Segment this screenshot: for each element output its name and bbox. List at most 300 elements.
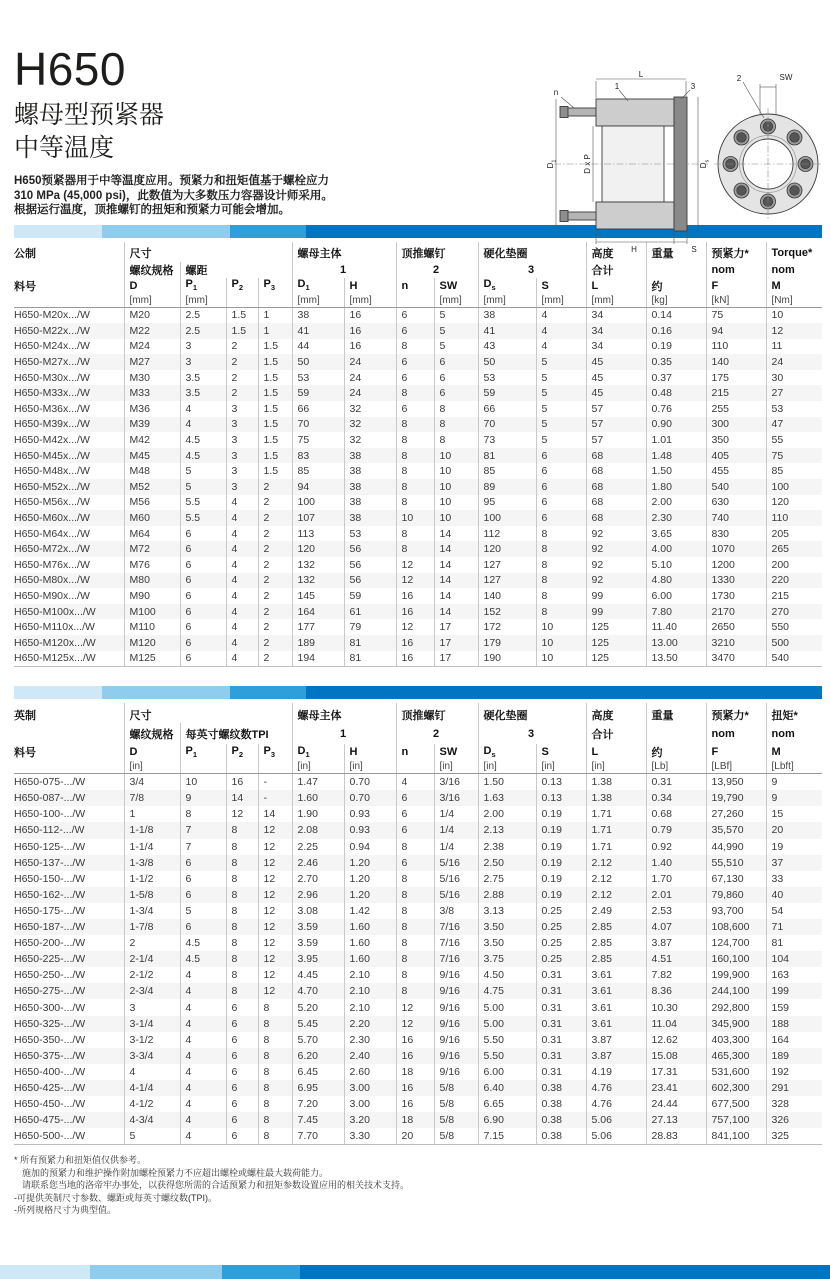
footnotes [14,1154,816,1217]
table-row [14,1096,822,1112]
table-row [14,307,822,323]
value-cell: 15 [766,806,822,822]
value-cell: 8 [396,339,434,355]
value-cell: 164 [292,604,344,620]
value-cell: 3.61 [586,967,646,983]
value-cell: 16 [396,588,434,604]
value-cell: 6 [396,855,434,871]
value-cell: 0.14 [646,307,706,323]
value-cell: 53 [766,401,822,417]
value-cell: 7 [180,822,226,838]
value-cell: 5 [124,1128,180,1145]
part-number-cell: H650-M42x.../W [14,434,90,447]
header-cell: [kN] [706,294,766,308]
value-cell: 4 [226,619,258,635]
callout-2: 2 [736,74,742,83]
value-cell: 41 [292,323,344,339]
value-cell: 14 [434,557,478,573]
value-cell: 10 [434,463,478,479]
value-cell: 0.25 [536,903,586,919]
value-cell: M33 [124,385,180,401]
value-cell: 1-7/8 [124,919,180,935]
table-row [14,1064,822,1080]
value-cell: 0.31 [536,1048,586,1064]
value-cell: 68 [586,463,646,479]
value-cell: 8 [536,526,586,542]
value-cell: 127 [478,573,536,589]
part-number-cell: H650-M76x.../W [14,558,90,571]
header-cell: $P_3$ [258,278,292,294]
value-cell: 4 [180,1048,226,1064]
value-cell: 2.50 [478,855,536,871]
table-row [14,432,822,448]
value-cell: 1.60 [344,951,396,967]
value-cell: 8 [258,1080,292,1096]
header-cell: 料号 [14,747,36,760]
value-cell: 5/8 [434,1128,478,1145]
header-cell: 扭矩* [766,703,822,723]
value-cell: 0.76 [646,401,706,417]
value-cell: 4 [180,417,226,433]
value-cell: 1.50 [646,463,706,479]
value-cell: 5 [536,354,586,370]
table-row [14,999,822,1015]
header-cell: $D_s$ [478,744,536,760]
value-cell: 6 [226,1128,258,1145]
value-cell: 3-1/2 [124,1032,180,1048]
value-cell: 40 [766,887,822,903]
value-cell: 8 [396,839,434,855]
value-cell: 6 [536,448,586,464]
value-cell: 2.96 [292,887,344,903]
value-cell: 1.70 [646,871,706,887]
value-cell: 12 [396,619,434,635]
value-cell: 8 [396,526,434,542]
header-cell: M [766,278,822,294]
value-cell: 2.53 [646,903,706,919]
value-cell: 1/4 [434,839,478,855]
part-number-cell: H650-300-.../W [14,1001,86,1014]
value-cell: 70 [478,417,536,433]
value-cell: 19,790 [706,790,766,806]
table-row [14,339,822,355]
header-cell: 顶推螺钉 [396,242,478,262]
value-cell: 9/16 [434,1032,478,1048]
value-cell: 757,100 [706,1112,766,1128]
table-row [14,541,822,557]
value-cell: 9/16 [434,999,478,1015]
value-cell: 13.50 [646,651,706,667]
value-cell: 132 [292,573,344,589]
value-cell: 20 [766,822,822,838]
table-row [14,951,822,967]
value-cell: 85 [292,463,344,479]
value-cell: 10.30 [646,999,706,1015]
value-cell: 53 [344,526,396,542]
value-cell: 12 [258,951,292,967]
value-cell: 0.79 [646,822,706,838]
value-cell: 8 [434,401,478,417]
value-cell: 15.08 [646,1048,706,1064]
value-cell: 0.31 [536,1032,586,1048]
header-cell: [in] [344,760,396,774]
value-cell: 3.61 [586,1016,646,1032]
value-cell: 5 [434,307,478,323]
header-cell: 尺寸 [124,703,292,723]
value-cell: 1.48 [646,448,706,464]
value-cell: 2.10 [344,983,396,999]
value-cell: 7.82 [646,967,706,983]
value-cell: 2.75 [478,871,536,887]
value-cell: 3.30 [344,1128,396,1145]
value-cell: 17.31 [646,1064,706,1080]
value-cell: 127 [478,557,536,573]
table-row [14,774,822,791]
header-cell [258,294,292,308]
table-row [14,1080,822,1096]
value-cell: 465,300 [706,1048,766,1064]
value-cell: 6 [180,887,226,903]
value-cell: 125 [586,619,646,635]
value-cell: 10 [180,774,226,791]
value-cell: 244,100 [706,983,766,999]
value-cell: 5.50 [478,1048,536,1064]
value-cell: 3.50 [478,935,536,951]
header-cell: $D_1$ [292,278,344,294]
value-cell: 8 [226,839,258,855]
value-cell: 125 [586,651,646,667]
dim-label-DxP: D x P [583,154,592,174]
dim-label-H: H [631,245,637,254]
value-cell: 5 [536,432,586,448]
value-cell: 2.10 [344,967,396,983]
value-cell: 12.62 [646,1032,706,1048]
value-cell: 93,700 [706,903,766,919]
value-cell: 0.90 [646,417,706,433]
jackbolt-shank-top [568,108,596,116]
value-cell: 38 [292,307,344,323]
table-row [14,1128,822,1145]
value-cell: 0.94 [344,839,396,855]
value-cell: 14 [258,806,292,822]
value-cell: 4 [180,1096,226,1112]
header-cell: nom [766,723,822,744]
value-cell: 3.65 [646,526,706,542]
value-cell: 6 [180,635,226,651]
value-cell: 2 [258,479,292,495]
value-cell: 44,990 [706,839,766,855]
value-cell: 8 [396,495,434,511]
value-cell: 2 [258,510,292,526]
value-cell: 1.5 [258,354,292,370]
value-cell: 1330 [706,573,766,589]
value-cell: 1.5 [258,417,292,433]
value-cell: 59 [292,385,344,401]
value-cell: M72 [124,541,180,557]
header-cell: H [344,744,396,760]
value-cell: 32 [344,401,396,417]
value-cell: 4 [180,1016,226,1032]
value-cell: M20 [124,307,180,323]
value-cell: 0.68 [646,806,706,822]
header-cell: [in] [434,760,478,774]
value-cell: 94 [706,323,766,339]
value-cell: 10 [536,635,586,651]
value-cell: 4 [180,967,226,983]
value-cell: 7 [180,839,226,855]
description-line: H650预紧器用于中等温度应用。预紧力和扭矩值基于螺栓应力 [14,175,329,187]
value-cell: 0.31 [536,983,586,999]
value-cell: 2650 [706,619,766,635]
header-cell: 预紧力* [706,242,766,262]
value-cell: 47 [766,417,822,433]
value-cell: 8 [536,557,586,573]
value-cell: 3.95 [292,951,344,967]
value-cell: 2-3/4 [124,983,180,999]
value-cell: 44 [292,339,344,355]
header-cell: n [396,278,434,294]
part-number-cell: H650-M90x.../W [14,589,90,602]
value-cell: 92 [586,557,646,573]
value-cell: 205 [766,526,822,542]
value-cell: 4.00 [646,541,706,557]
value-cell: 602,300 [706,1080,766,1096]
value-cell: 1.90 [292,806,344,822]
value-cell: 4.70 [292,983,344,999]
value-cell: 16 [396,604,434,620]
header-cell: S [536,744,586,760]
value-cell: 5 [536,401,586,417]
value-cell: 159 [766,999,822,1015]
header-cell: n [396,744,434,760]
value-cell: 68 [586,510,646,526]
value-cell: 0.19 [536,887,586,903]
value-cell: 0.25 [536,935,586,951]
header-cell: [mm] [180,294,226,308]
value-cell: 1.47 [292,774,344,791]
value-cell: 4 [226,526,258,542]
value-cell: 2 [258,541,292,557]
value-cell: 6 [180,541,226,557]
part-number-cell: H650-M80x.../W [14,573,124,589]
table-row [14,983,822,999]
value-cell: 0.19 [646,339,706,355]
value-cell: 8 [536,541,586,557]
value-cell: 145 [292,588,344,604]
value-cell: 6 [226,1112,258,1128]
part-number-cell: H650-137-.../W [14,855,124,871]
value-cell: 8 [396,887,434,903]
value-cell: 2.12 [586,887,646,903]
value-cell: 7.45 [292,1112,344,1128]
value-cell: 12 [258,855,292,871]
value-cell: 11 [766,339,822,355]
value-cell: 8 [258,1096,292,1112]
value-cell: 8 [226,822,258,838]
part-number-cell: H650-450-.../W [14,1098,86,1111]
table-row [14,887,822,903]
value-cell: 8 [258,1016,292,1032]
table-row [14,401,822,417]
value-cell: 1-1/4 [124,839,180,855]
value-cell: 8 [226,983,258,999]
header-cell: [mm] [124,294,180,308]
value-cell: 7/16 [434,951,478,967]
value-cell: 99 [586,588,646,604]
value-cell: 3.00 [344,1096,396,1112]
value-cell: 43 [478,339,536,355]
part-number-cell: H650-275-.../W [14,983,124,999]
value-cell: 5.20 [292,999,344,1015]
description-line: 根据运行温度，顶推螺钉的扭矩和预紧力可能会增加。 [14,204,290,216]
value-cell: 75 [292,432,344,448]
header-cell: L [586,744,646,760]
imperial-table [14,703,822,1145]
value-cell: 12 [226,806,258,822]
value-cell: 4 [180,1112,226,1128]
header-cell: 预紧力* [706,703,766,723]
value-cell: 10 [434,495,478,511]
value-cell: 1.63 [478,790,536,806]
value-cell: 57 [586,432,646,448]
value-cell: 1.5 [258,370,292,386]
value-cell: 0.38 [536,1112,586,1128]
value-cell: 3-3/4 [124,1048,180,1064]
header-cell: [Nm] [766,294,822,308]
value-cell: 255 [706,401,766,417]
value-cell: 11.04 [646,1016,706,1032]
table-row [14,588,822,604]
value-cell: 8 [258,999,292,1015]
subtitle-line-1: 螺母型预紧器 [14,101,165,129]
value-cell: 107 [292,510,344,526]
table-row [14,822,822,838]
part-number-cell: H650-162-.../W [14,887,124,903]
value-cell: 326 [766,1112,822,1128]
footnote-line: * 所有预紧力和扭矩值仅供参考。 [14,1155,147,1166]
value-cell: 67,130 [706,871,766,887]
value-cell: 108,600 [706,919,766,935]
value-cell: 5 [180,463,226,479]
value-cell: 8 [396,983,434,999]
value-cell: 405 [706,448,766,464]
part-number-cell: H650-125-.../W [14,840,86,853]
value-cell: 10 [536,651,586,667]
value-cell: 2 [258,495,292,511]
value-cell: 8 [536,573,586,589]
value-cell: 5 [434,339,478,355]
value-cell: 1/4 [434,806,478,822]
value-cell: M60 [124,510,180,526]
value-cell: 4 [536,307,586,323]
value-cell: 8 [396,463,434,479]
value-cell: 104 [766,951,822,967]
part-number-cell: H650-M52x.../W [14,479,124,495]
value-cell: 56 [344,557,396,573]
value-cell: 4.76 [586,1096,646,1112]
value-cell: 152 [478,604,536,620]
subtitle-line-2: 中等温度 [14,134,115,162]
table-row [14,1112,822,1128]
dim-label-S: S [691,245,697,254]
value-cell: 112 [478,526,536,542]
value-cell: 4 [180,1128,226,1145]
value-cell: 66 [478,401,536,417]
value-cell: 1.60 [344,935,396,951]
value-cell: 16 [344,307,396,323]
value-cell: 1.38 [586,790,646,806]
part-number-cell: H650-400-.../W [14,1065,86,1078]
value-cell: 8 [396,967,434,983]
value-cell: 328 [766,1096,822,1112]
value-cell: 2.00 [646,495,706,511]
value-cell: 8 [226,871,258,887]
value-cell: 1.5 [258,401,292,417]
value-cell: 38 [478,307,536,323]
value-cell: 19 [766,839,822,855]
value-cell: 2.13 [478,822,536,838]
table-row [14,385,822,401]
value-cell: 8 [396,871,434,887]
value-cell: 7/16 [434,935,478,951]
value-cell: 54 [766,903,822,919]
value-cell: 12 [258,887,292,903]
header-cell: 合计 [586,262,646,278]
header-cell [14,262,124,278]
header-cell: 3 [478,262,586,278]
header-cell [180,760,226,774]
value-cell: 2 [226,370,258,386]
header-cell: [in] [478,760,536,774]
value-cell: 99 [586,604,646,620]
value-cell: 403,300 [706,1032,766,1048]
value-cell: 4 [180,401,226,417]
value-cell: M27 [124,354,180,370]
header-cell: 高度 [586,242,646,262]
value-cell: 30 [766,370,822,386]
value-cell: 27,260 [706,806,766,822]
value-cell: 2 [258,573,292,589]
value-cell: 0.13 [536,774,586,791]
value-cell: 2.01 [646,887,706,903]
value-cell: 3 [226,479,258,495]
header-cell: D [124,278,180,294]
table-row [14,526,822,542]
header-cell: 顶推螺钉 [396,703,478,723]
value-cell: 7/16 [434,919,478,935]
table-row [14,967,822,983]
value-cell: M48 [124,463,180,479]
value-cell: 8 [258,1112,292,1128]
part-number-cell: H650-M60x.../W [14,510,124,526]
value-cell: 8 [226,903,258,919]
header-cell: [Lbft] [766,760,822,774]
header-cell [14,760,124,774]
value-cell: 5 [536,370,586,386]
value-cell: 6 [180,526,226,542]
value-cell: 38 [344,510,396,526]
value-cell: 2 [258,635,292,651]
metric-table [14,242,822,668]
value-cell: 4 [180,983,226,999]
part-number-cell: H650-225-.../W [14,951,124,967]
value-cell: 1.20 [344,855,396,871]
value-cell: 1070 [706,541,766,557]
value-cell: 2 [258,651,292,667]
value-cell: 6 [434,385,478,401]
header-cell: SW [434,744,478,760]
table-row [14,935,822,951]
